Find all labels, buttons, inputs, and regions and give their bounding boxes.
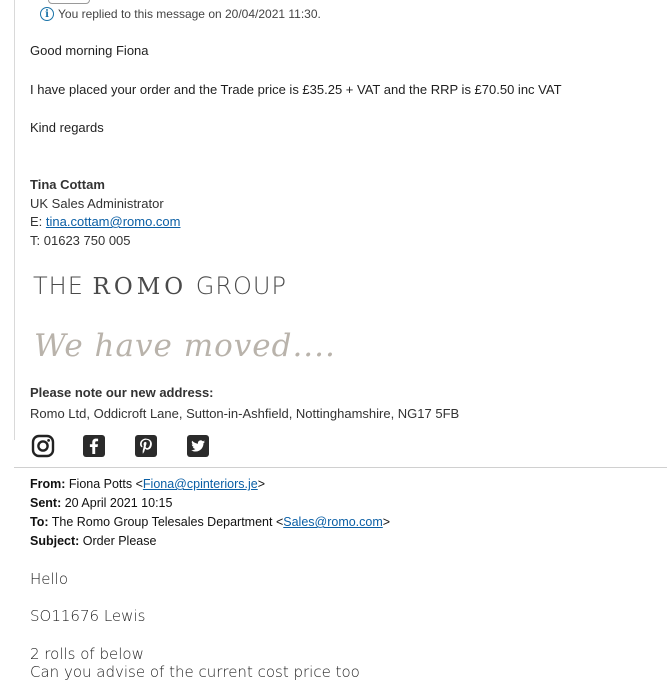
address-heading: Please note our new address:	[30, 385, 214, 400]
left-rule	[14, 0, 15, 440]
closing: Kind regards	[30, 120, 104, 135]
scroll-remnant	[48, 0, 90, 4]
original-line-hello: Hello	[30, 570, 69, 588]
header-subject: Subject: Order Please	[30, 534, 157, 548]
reply-info-text: You replied to this message on 20/04/2021 11:30.	[58, 7, 321, 21]
greeting: Good morning Fiona	[30, 43, 149, 58]
header-sent: Sent: 20 April 2021 10:15	[30, 496, 173, 510]
reply-body: I have placed your order and the Trade price is £35.25 + VAT and the RRP is £70.50 inc VAT	[30, 82, 562, 97]
romo-group-logo: THE ROMO GROUP	[33, 272, 287, 300]
original-line-order: SO11676 Lewis	[30, 607, 146, 625]
signature-name: Tina Cottam	[30, 177, 105, 192]
facebook-icon[interactable]	[82, 434, 106, 458]
twitter-icon[interactable]	[186, 434, 210, 458]
phone-label: T:	[30, 233, 41, 248]
signature-email-line	[30, 214, 181, 229]
info-icon: i	[40, 7, 54, 21]
original-line-advise: Can you advise of the current cost price too	[30, 663, 360, 681]
from-email-link[interactable]: Fiona@cpinteriors.je	[142, 477, 258, 491]
to-email-link[interactable]: Sales@romo.com	[283, 515, 383, 529]
pinterest-icon[interactable]	[134, 434, 158, 458]
original-line-rolls: 2 rolls of below	[30, 645, 144, 663]
header-to: To: The Romo Group Telesales Department <Sales@romo.com>	[30, 515, 391, 529]
signature-title: UK Sales Administrator	[30, 196, 164, 211]
reply-info-bar	[40, 5, 321, 23]
email-label: E:	[30, 214, 43, 229]
instagram-icon[interactable]	[31, 434, 55, 458]
we-have-moved-banner: We have moved....	[34, 328, 336, 364]
phone-number: 01623 750 005	[43, 233, 131, 248]
address: Romo Ltd, Oddicroft Lane, Sutton-in-Ashfield, Nottinghamshire, NG17 5FB	[30, 406, 460, 421]
header-from: From: Fiona Potts <Fiona@cpinteriors.je>	[30, 477, 266, 491]
signature-phone-line	[30, 233, 131, 248]
signature-email-link[interactable]: tina.cottam@romo.com	[45, 214, 181, 229]
message-divider	[14, 467, 667, 468]
